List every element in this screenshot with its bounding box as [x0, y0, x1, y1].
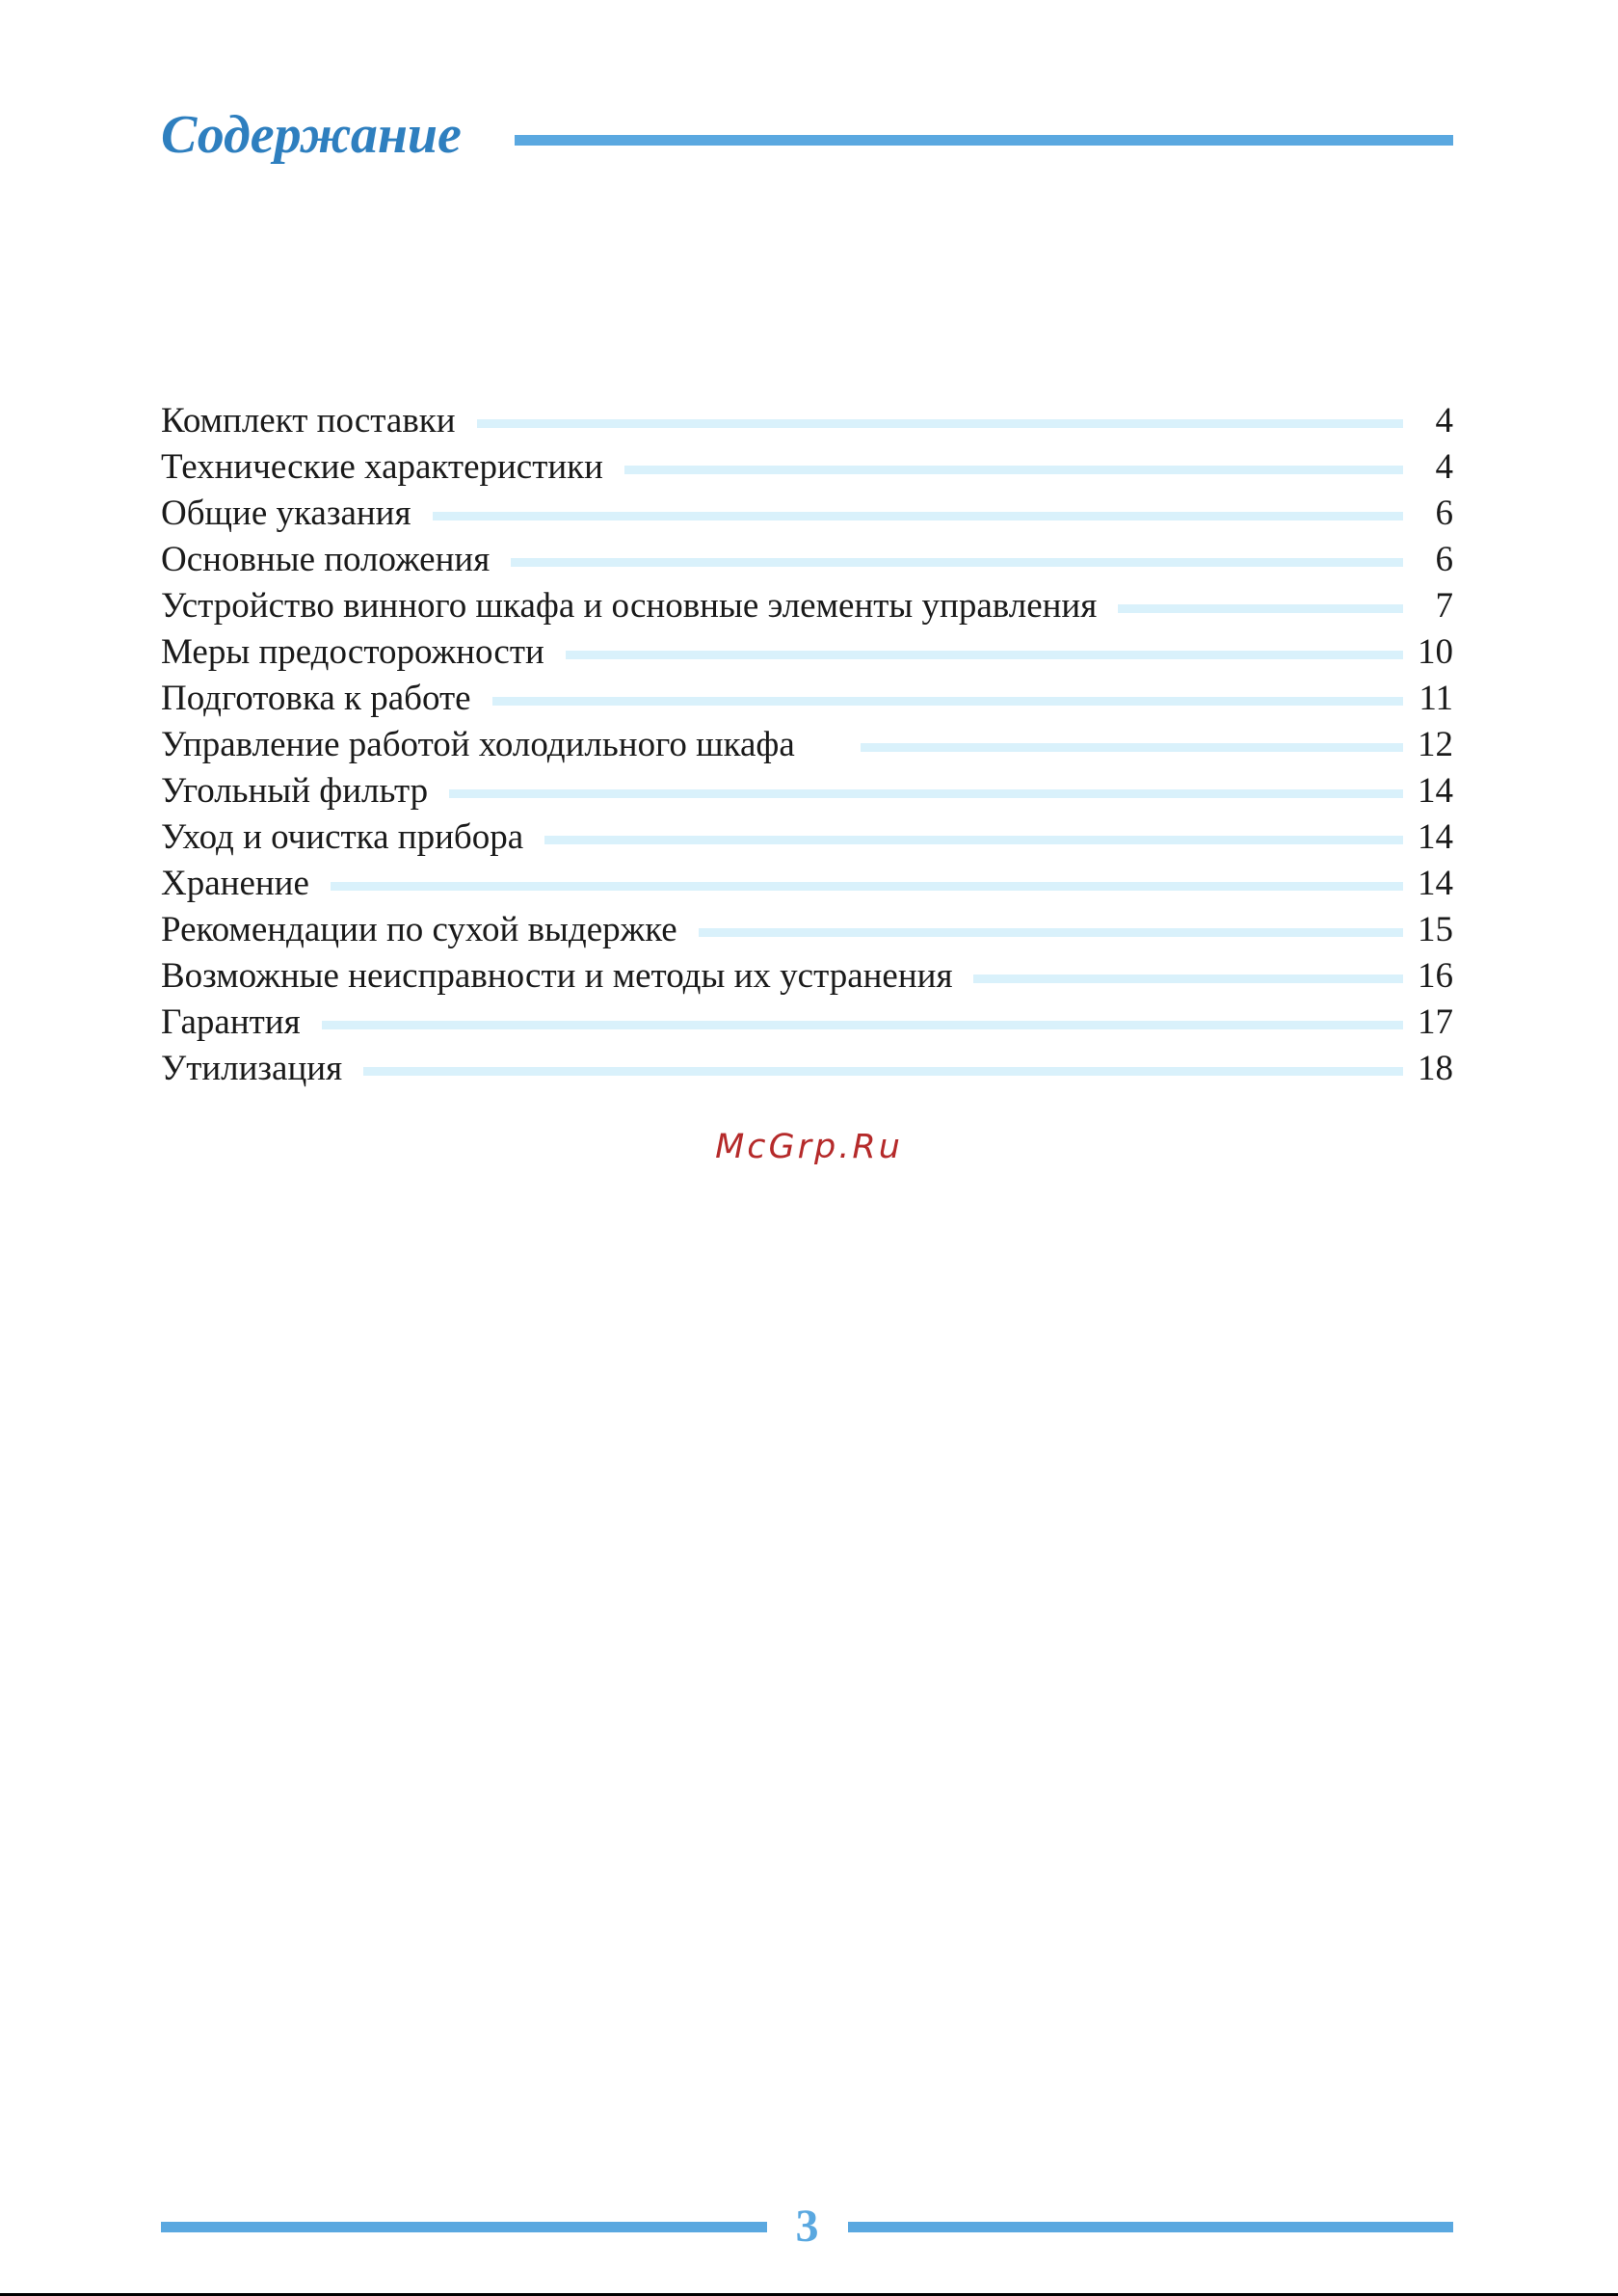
toc-leader	[973, 974, 1403, 983]
table-of-contents	[161, 397, 1453, 1091]
toc-entry-14[interactable]	[161, 999, 1453, 1045]
toc-leader	[331, 882, 1403, 891]
toc-leader	[1118, 604, 1403, 613]
toc-entry-page: 4	[1435, 446, 1453, 487]
toc-entry-3[interactable]	[161, 490, 1453, 536]
toc-entry-7[interactable]	[161, 675, 1453, 721]
toc-entry-8[interactable]	[161, 721, 1453, 767]
toc-entry-page: 4	[1435, 400, 1453, 441]
toc-entry-page: 14	[1418, 816, 1453, 857]
toc-entry-page: 16	[1418, 955, 1453, 996]
toc-entry-label: Гарантия	[161, 1001, 301, 1042]
toc-entry-15[interactable]	[161, 1045, 1453, 1091]
footer-rule-left	[161, 2222, 767, 2232]
page-header	[161, 96, 1453, 174]
toc-leader	[449, 789, 1403, 798]
watermark-text: McGrp.Ru	[715, 1128, 903, 1166]
toc-entry-9[interactable]	[161, 767, 1453, 814]
toc-leader	[363, 1067, 1403, 1076]
toc-leader	[699, 928, 1403, 937]
toc-leader	[477, 419, 1403, 428]
toc-leader	[861, 743, 1403, 752]
toc-entry-label: Устройство винного шкафа и основные элементы управления	[161, 585, 1098, 626]
toc-entry-5[interactable]	[161, 582, 1453, 628]
toc-entry-label: Меры предосторожности	[161, 631, 544, 672]
toc-entry-page: 6	[1435, 493, 1453, 533]
toc-entry-page: 15	[1418, 909, 1453, 949]
toc-entry-label: Общие указания	[161, 493, 411, 533]
toc-entry-page: 14	[1418, 863, 1453, 903]
toc-entry-10[interactable]	[161, 814, 1453, 860]
toc-entry-page: 17	[1418, 1001, 1453, 1042]
toc-entry-page: 11	[1419, 678, 1453, 718]
toc-entry-page: 6	[1435, 539, 1453, 579]
toc-entry-label: Рекомендации по сухой выдержке	[161, 909, 677, 949]
page-title: Содержание	[161, 105, 462, 165]
toc-entry-2[interactable]	[161, 443, 1453, 490]
toc-entry-11[interactable]	[161, 860, 1453, 906]
toc-entry-page: 18	[1418, 1048, 1453, 1088]
toc-entry-page: 7	[1435, 585, 1453, 626]
toc-entry-6[interactable]	[161, 628, 1453, 675]
footer-rule-right	[848, 2222, 1454, 2232]
toc-entry-label: Основные положения	[161, 539, 491, 579]
toc-entry-13[interactable]	[161, 952, 1453, 999]
toc-leader	[624, 466, 1403, 474]
toc-entry-page: 14	[1418, 770, 1453, 811]
toc-entry-label: Хранение	[161, 863, 309, 903]
toc-entry-label: Технические характеристики	[161, 446, 603, 487]
toc-entry-1[interactable]	[161, 397, 1453, 443]
toc-entry-page: 12	[1418, 724, 1453, 764]
toc-leader	[322, 1021, 1403, 1029]
toc-leader	[433, 512, 1403, 521]
toc-entry-label: Управление работой холодильного шкафа	[161, 724, 795, 764]
toc-entry-4[interactable]	[161, 536, 1453, 582]
toc-entry-label: Уход и очистка прибора	[161, 816, 524, 857]
page-number: 3	[795, 2201, 819, 2252]
toc-leader	[566, 651, 1403, 659]
toc-entry-12[interactable]	[161, 906, 1453, 952]
toc-entry-label: Комплект поставки	[161, 400, 456, 441]
toc-leader	[511, 558, 1403, 567]
toc-entry-label: Возможные неисправности и методы их устранения	[161, 955, 953, 996]
toc-entry-page: 10	[1418, 631, 1453, 672]
toc-entry-label: Угольный фильтр	[161, 770, 429, 811]
toc-entry-label: Подготовка к работе	[161, 678, 471, 718]
page-footer	[161, 2198, 1453, 2256]
toc-leader	[492, 697, 1403, 706]
header-rule	[515, 135, 1453, 146]
toc-leader	[544, 836, 1403, 844]
toc-entry-label: Утилизация	[161, 1048, 343, 1088]
